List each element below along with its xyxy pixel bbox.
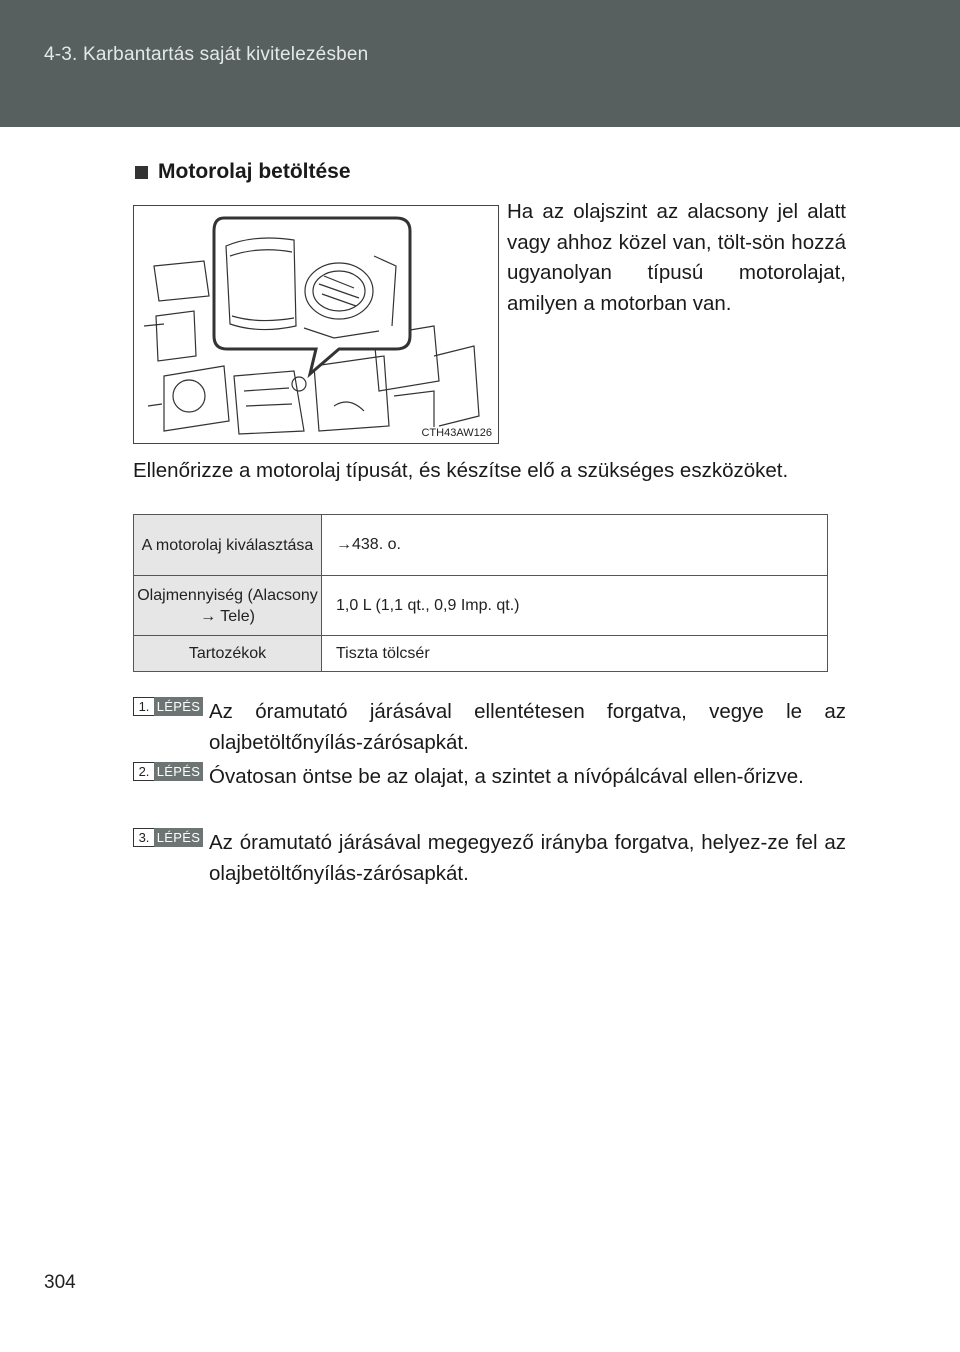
- step-number: 2.: [133, 762, 154, 781]
- step-badge: [133, 697, 203, 716]
- step-3: [133, 828, 846, 889]
- table-row: [134, 576, 828, 636]
- step-label: LÉPÉS: [154, 828, 203, 847]
- table-row: [134, 636, 828, 672]
- step-badge: [133, 762, 203, 781]
- table-row: [134, 515, 828, 576]
- section-heading: [135, 160, 351, 184]
- step-badge: [133, 828, 203, 847]
- step-2: [133, 762, 846, 793]
- square-bullet-icon: [135, 166, 148, 179]
- table-label: Olajmennyiség (Alacsony → Tele): [134, 576, 322, 636]
- step-text: Az óramutató járásával megegyező irányba forgatva, helyez-ze fel az olajbetöltőnyílás-zárósapkát.: [209, 831, 846, 885]
- table-value: Tiszta tölcsér: [322, 636, 828, 672]
- step-number: 1.: [133, 697, 154, 716]
- table-label: A motorolaj kiválasztása: [134, 515, 322, 576]
- section-title: 4-3. Karbantartás saját kivitelezésben: [44, 44, 369, 65]
- lead-paragraph: Ellenőrizze a motorolaj típusát, és készítse elő a szükséges eszközöket.: [133, 459, 789, 482]
- page-number: 304: [44, 1272, 76, 1293]
- figure-code: CTH43AW126: [421, 427, 492, 439]
- step-1: [133, 697, 846, 758]
- table-label: Tartozékok: [134, 636, 322, 672]
- header-band: [0, 0, 960, 127]
- step-text: Az óramutató járásával ellentétesen forgatva, vegye le az olajbetöltőnyílás-zárósapkát.: [209, 700, 846, 754]
- heading-text: Motorolaj betöltése: [158, 160, 351, 183]
- intro-paragraph: Ha az olajszint az alacsony jel alatt vagy ahhoz közel van, tölt-sön hozzá ugyanolyan típusú motorolajat, amilyen a motorban van.: [507, 200, 846, 315]
- engine-oil-filler-icon: [134, 206, 499, 444]
- table-value: →438. o.: [322, 515, 828, 576]
- step-text: Óvatosan öntse be az olajat, a szintet a nívópálcával ellen-őrizve.: [209, 765, 804, 788]
- step-label: LÉPÉS: [154, 762, 203, 781]
- table-value: 1,0 L (1,1 qt., 0,9 Imp. qt.): [322, 576, 828, 636]
- step-label: LÉPÉS: [154, 697, 203, 716]
- step-number: 3.: [133, 828, 154, 847]
- spec-table: [133, 514, 828, 672]
- engine-illustration: [133, 205, 499, 444]
